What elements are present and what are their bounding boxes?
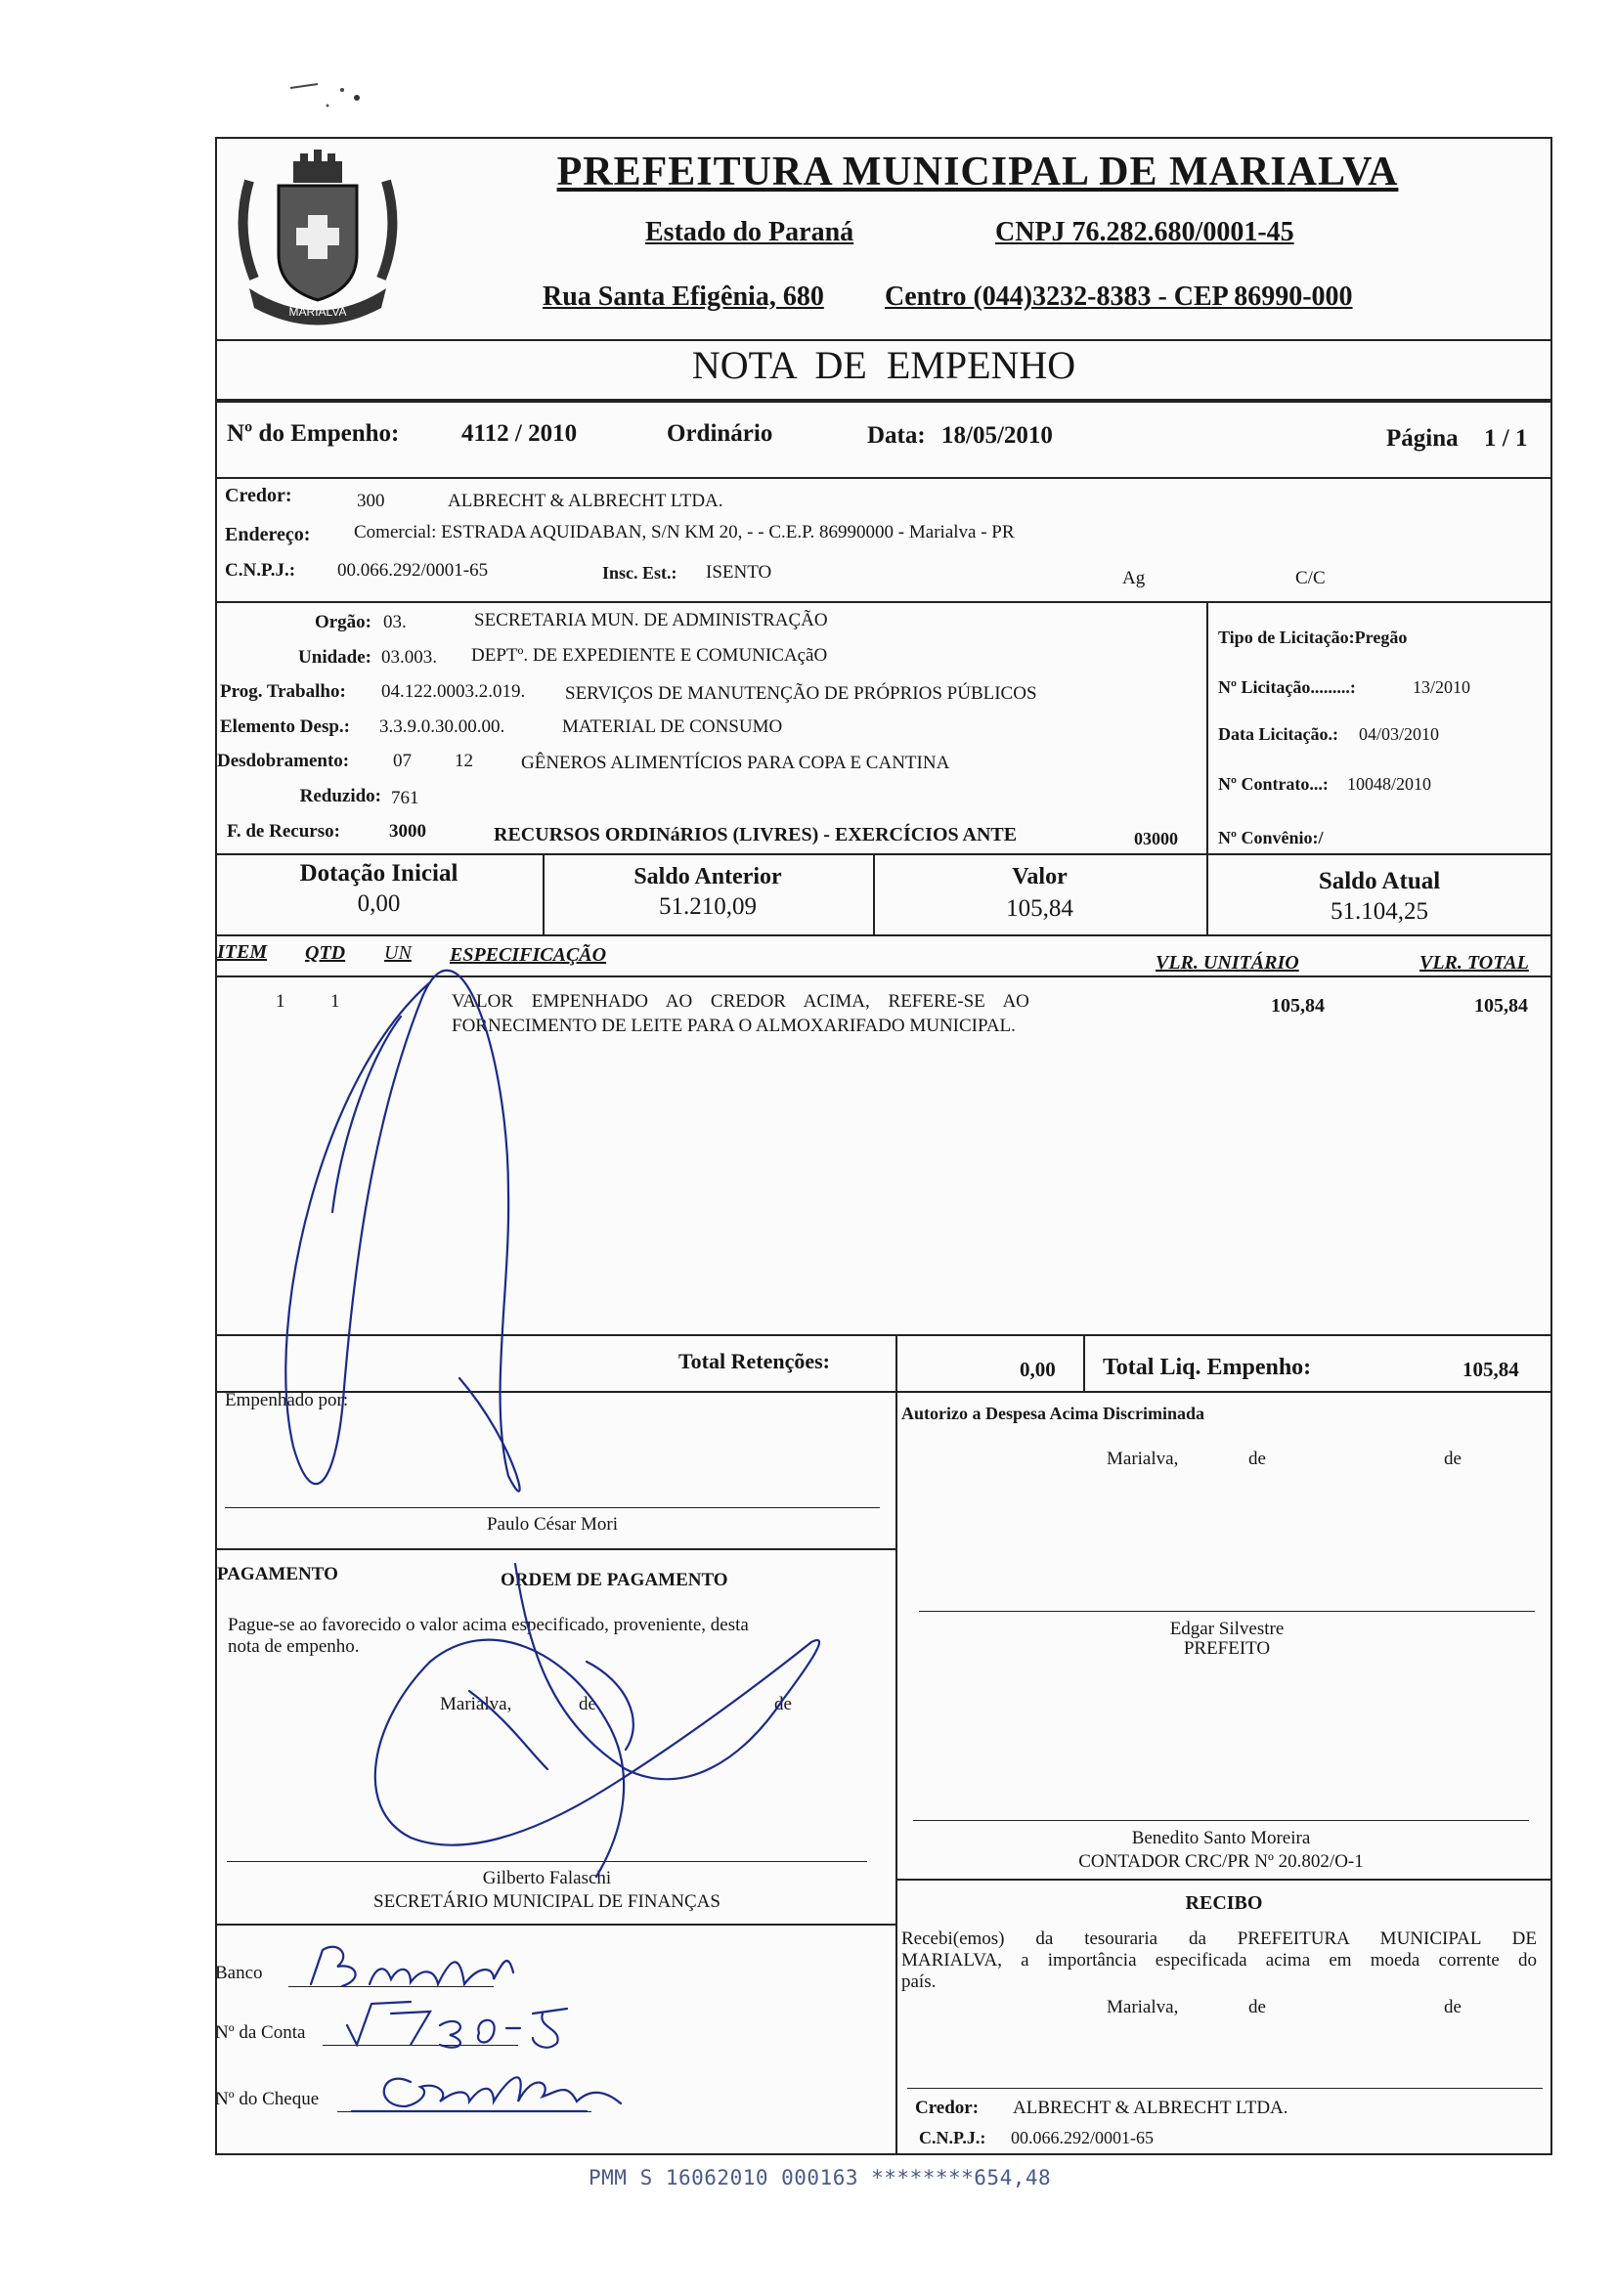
svg-text:MARIALVA: MARIALVA bbox=[288, 305, 347, 319]
header-address: Rua Santa Efigênia, 680 bbox=[543, 282, 824, 312]
pagamento-de-1: de bbox=[579, 1694, 596, 1714]
ordem-pagamento-label: ORDEM DE PAGAMENTO bbox=[501, 1570, 728, 1590]
prefeitura-title: PREFEITURA MUNICIPAL DE MARIALVA bbox=[556, 150, 1399, 195]
empenho-label: Nº do Empenho: bbox=[227, 420, 400, 447]
recibo-cnpj: 00.066.292/0001-65 bbox=[1011, 2128, 1154, 2147]
endereco-label: Endereço: bbox=[225, 524, 311, 545]
orgao-name: SECRETARIA MUN. DE ADMINISTRAÇÃO bbox=[474, 610, 828, 630]
desdobramento-label: Desdobramento: bbox=[217, 751, 350, 771]
contrato-number: 10048/2010 bbox=[1347, 774, 1432, 794]
credor-cnpj: 00.066.292/0001-65 bbox=[337, 560, 489, 581]
item-description-line-1: VALOR EMPENHADO AO CREDOR ACIMA, REFERE-SE AO bbox=[452, 991, 1029, 1012]
licitacao-number: 13/2010 bbox=[1413, 677, 1471, 697]
recibo-credor-label: Credor: bbox=[915, 2098, 980, 2118]
total-liquido-label: Total Liq. Empenho: bbox=[1103, 1355, 1312, 1380]
pagamento-text-1: Pague-se ao favorecido o valor acima especificado, proveniente, desta bbox=[228, 1615, 749, 1635]
saldo-atual-value: 51.104,25 bbox=[1331, 898, 1428, 925]
reduzido-value: 761 bbox=[391, 788, 419, 808]
cc-label: C/C bbox=[1295, 568, 1326, 588]
pagamento-text-2: nota de empenho. bbox=[228, 1636, 360, 1657]
licitacao-date: 04/03/2010 bbox=[1359, 724, 1440, 744]
credor-code: 300 bbox=[357, 491, 385, 511]
bank-stamp: PMM S 16062010 000163 ********654,48 bbox=[589, 2166, 1052, 2189]
document-title: NOTA DE EMPENHO bbox=[691, 343, 1076, 387]
banco-label: Banco bbox=[215, 1963, 263, 1983]
pagamento-de-2: de bbox=[774, 1694, 792, 1714]
unidade-name: DEPTº. DE EXPEDIENTE E COMUNICAçãO bbox=[471, 645, 828, 666]
dotacao-label: Dotação Inicial bbox=[299, 860, 458, 887]
col-item: ITEM bbox=[217, 941, 268, 963]
empenhado-por-label: Empenhado por: bbox=[225, 1390, 349, 1410]
saldo-anterior-label: Saldo Anterior bbox=[633, 864, 782, 889]
secretario-role: SECRETÁRIO MUNICIPAL DE FINANÇAS bbox=[373, 1891, 720, 1912]
cheque-label: Nº do Cheque bbox=[215, 2089, 320, 2109]
pagamento-place: Marialva, bbox=[440, 1694, 512, 1714]
valor-label: Valor bbox=[1012, 864, 1068, 889]
recibo-credor-name: ALBRECHT & ALBRECHT LTDA. bbox=[1013, 2098, 1288, 2118]
retencoes-value: 0,00 bbox=[1020, 1358, 1056, 1381]
autorizo-de-1: de bbox=[1248, 1449, 1266, 1469]
convenio-label: Nº Convênio:/ bbox=[1218, 828, 1324, 847]
retencoes-label: Total Retenções: bbox=[678, 1349, 830, 1373]
credor-label: Credor: bbox=[225, 485, 292, 506]
credor-name: ALBRECHT & ALBRECHT LTDA. bbox=[448, 491, 723, 511]
desdobramento-code-1: 07 bbox=[393, 751, 412, 771]
col-un: UN bbox=[384, 942, 412, 964]
saldo-anterior-value: 51.210,09 bbox=[659, 893, 757, 920]
prog-code: 04.122.0003.2.019. bbox=[381, 681, 526, 702]
elemento-code: 3.3.9.0.30.00.00. bbox=[379, 716, 505, 737]
elemento-name: MATERIAL DE CONSUMO bbox=[562, 716, 783, 737]
empenhado-signer: Paulo César Mori bbox=[486, 1514, 619, 1535]
recibo-cnpj-label: C.N.P.J.: bbox=[919, 2128, 986, 2147]
prefeito-role: PREFEITO bbox=[1183, 1638, 1271, 1659]
desdobramento-name: GÊNEROS ALIMENTÍCIOS PARA COPA E CANTINA bbox=[521, 753, 950, 773]
recibo-de-1: de bbox=[1248, 1997, 1266, 2017]
item-total-price: 105,84 bbox=[1474, 995, 1528, 1017]
orgao-code: 03. bbox=[383, 612, 407, 632]
recibo-text-3: país. bbox=[901, 1971, 937, 1992]
insc-value: ISENTO bbox=[706, 562, 772, 583]
contrato-label: Nº Contrato...: bbox=[1218, 774, 1329, 794]
empenho-date: 18/05/2010 bbox=[941, 422, 1053, 449]
item-description-line-2: FORNECIMENTO DE LEITE PARA O ALMOXARIFADO MUNICIPAL. bbox=[452, 1016, 1016, 1036]
unidade-label: Unidade: bbox=[298, 647, 371, 668]
unidade-code: 03.003. bbox=[381, 647, 437, 668]
recurso-code-2: 03000 bbox=[1134, 829, 1178, 848]
recibo-de-2: de bbox=[1444, 1997, 1462, 2017]
item-qtd: 1 bbox=[330, 991, 340, 1012]
autorizo-place: Marialva, bbox=[1107, 1449, 1179, 1469]
item-unit-price: 105,84 bbox=[1271, 995, 1325, 1017]
licitacao-date-label: Data Licitação.: bbox=[1218, 724, 1338, 744]
ag-label: Ag bbox=[1122, 568, 1146, 588]
prog-name: SERVIÇOS DE MANUTENÇÃO DE PRÓPRIOS PÚBLICOS bbox=[565, 683, 1037, 704]
valor-value: 105,84 bbox=[1006, 895, 1073, 922]
secretario-name: Gilberto Falaschi bbox=[482, 1868, 612, 1888]
recurso-name: RECURSOS ORDINáRIOS (LIVRES) - EXERCÍCIOS ANTE bbox=[494, 824, 1018, 845]
recurso-code: 3000 bbox=[389, 821, 426, 842]
tipo-licitacao: Tipo de Licitação:Pregão bbox=[1218, 628, 1408, 647]
cnpj-label: C.N.P.J.: bbox=[225, 560, 296, 581]
header-cnpj: CNPJ 76.282.680/0001-45 bbox=[995, 217, 1294, 247]
conta-label: Nº da Conta bbox=[215, 2022, 306, 2043]
col-especificacao: ESPECIFICAÇÃO bbox=[450, 944, 607, 966]
reduzido-label: Reduzido: bbox=[299, 786, 381, 806]
total-liquido-value: 105,84 bbox=[1462, 1358, 1519, 1381]
col-qtd: QTD bbox=[305, 942, 346, 964]
item-number: 1 bbox=[276, 991, 285, 1012]
col-vlr-unitario: VLR. UNITÁRIO bbox=[1156, 952, 1299, 974]
prefeito-name: Edgar Silvestre bbox=[1169, 1619, 1285, 1639]
recibo-label: RECIBO bbox=[1185, 1892, 1263, 1914]
autorizo-label: Autorizo a Despesa Acima Discriminada bbox=[901, 1404, 1204, 1423]
autorizo-de-2: de bbox=[1444, 1449, 1462, 1469]
recibo-text-2: MARIALVA, a importância especificada acima em moeda corrente do bbox=[901, 1950, 1537, 1971]
recibo-text-1: Recebi(emos) da tesouraria da PREFEITURA MUNICIPAL DE bbox=[901, 1928, 1537, 1949]
orgao-label: Orgão: bbox=[314, 612, 371, 632]
insc-label: Insc. Est.: bbox=[602, 563, 677, 583]
empenho-type: Ordinário bbox=[667, 420, 773, 447]
recurso-label: F. de Recurso: bbox=[227, 821, 340, 842]
contador-role: CONTADOR CRC/PR Nº 20.802/O-1 bbox=[1078, 1851, 1364, 1872]
pagamento-label: PAGAMENTO bbox=[217, 1564, 338, 1584]
state-name: Estado do Paraná bbox=[645, 217, 854, 247]
contador-name: Benedito Santo Moreira bbox=[1131, 1828, 1311, 1848]
coat-of-arms-logo bbox=[220, 142, 415, 337]
elemento-label: Elemento Desp.: bbox=[220, 716, 350, 737]
date-label: Data: bbox=[867, 422, 926, 449]
page-label: Página bbox=[1386, 425, 1459, 452]
empenho-number: 4112 / 2010 bbox=[461, 420, 578, 447]
recibo-place: Marialva, bbox=[1107, 1997, 1179, 2017]
desdobramento-code-2: 12 bbox=[455, 751, 473, 771]
page-number: 1 / 1 bbox=[1484, 425, 1528, 452]
prog-label: Prog. Trabalho: bbox=[220, 681, 346, 702]
col-vlr-total: VLR. TOTAL bbox=[1419, 952, 1529, 974]
licitacao-number-label: Nº Licitação.........: bbox=[1218, 677, 1356, 697]
saldo-atual-label: Saldo Atual bbox=[1318, 868, 1441, 894]
dotacao-value: 0,00 bbox=[357, 890, 401, 917]
header-contact: Centro (044)3232-8383 - CEP 86990-000 bbox=[885, 282, 1353, 312]
scan-marks bbox=[288, 76, 367, 115]
credor-address: Comercial: ESTRADA AQUIDABAN, S/N KM 20, - - C.E.P. 86990000 - Marialva - PR bbox=[354, 522, 1015, 542]
